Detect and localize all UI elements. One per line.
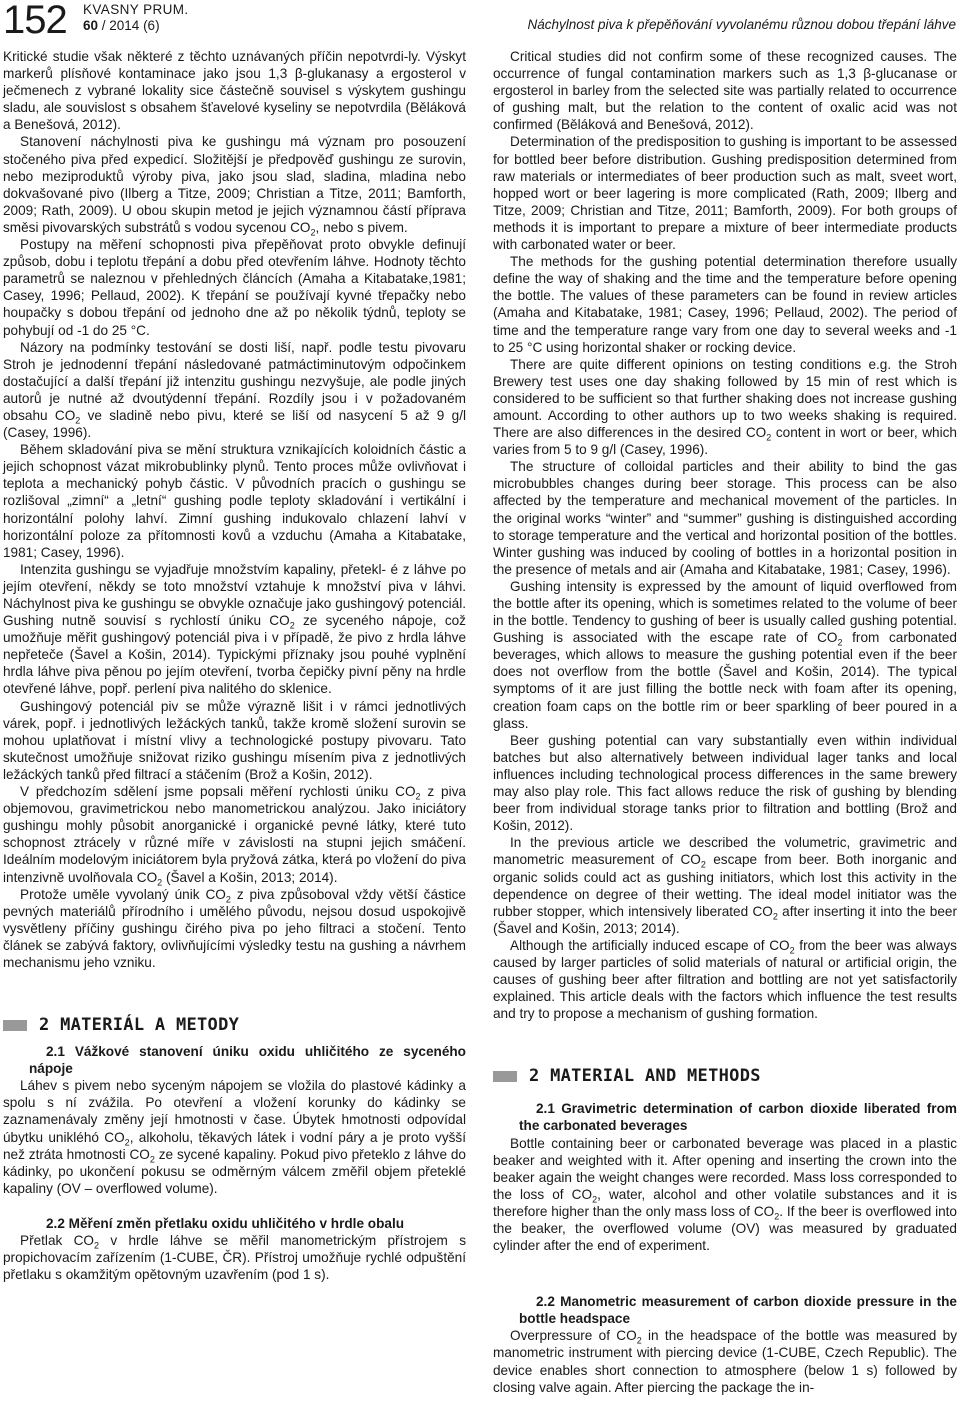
cz-paragraph-7: Gushingový potenciál piv se může výrazně lišit i v rámci jednotlivých várek, popř. i jednotlivých ležáckých tanků, takže kromě složení surovin se mohou uplatňovat i místní vlivy a technologické postupy pivovaru. Tato skutečnost umožňuje snižovat riziko gushingu mísením piva z jednotlivých ležáckých tanků před filtrací a stáčením (Brož a Košin, 2012). xyxy=(3,698,466,782)
en-subsection-2-1-text: Bottle containing beer or carbonated beverage was placed in a plastic beaker and weighted with it. After opening and inserting the crown into the beaker again the weight changes were recorded. Mass loss corresponded to the loss of $CO_2$, water, alcohol and other volatile substances and it is therefore higher than the only mass loss of $CO_2$. If the beer is overflowed into the beaker, the overflowed volume (OV) was measured by graduated cylinder after the end of experiment. xyxy=(493,1135,957,1254)
cz-subsection-2-2-title: 2.2 Měření změn přetlaku oxidu uhličitého v hrdle obalu xyxy=(46,1215,405,1231)
section-marker-bar xyxy=(3,1020,27,1031)
cz-paragraph-1: Kritické studie však některé z těchto uznávaných příčin nepotvrdi-ly. Výskyt markerů plísňové kontaminace jako jsou 1,3 β-glukanasy a ergosterol v ječmenech z vybrané lokality sice částečně souvisel s výskytem gushingu sladu, ale souvislost s obsahem šťavelové kyseliny se nepotvrdila (Běláková a Benešová, 2012). xyxy=(3,49,466,133)
en-paragraph-4: There are quite different opinions on testing conditions e.g. the Stroh Brewery test uses one day shaking followed by 15 min of rest which is considered to be sufficient so that further shaking does not increase gushing amount. According to other authors up to two weeks shaking is required. There are also differences in the desired $CO_2$ content in wort or beer, which varies from 5 to 9 g/l (Casey, 1996). xyxy=(493,356,957,458)
page-header xyxy=(0,0,960,44)
cz-paragraph-2: Stanovení náchylnosti piva ke gushingu má význam pro posouzení stočeného piva před expedicí. Složitější je předpověď gushingu ze surovin, nebo meziproduktů výroby piva, jako jsou slad, sladina, mladina nebo dokvašované pivo (Ilberg a Titze, 2009; Christian a Titze, 2011; Bamforth, 2009; Rath, 2009). U obou skupin metod je jejich významnou částí příprava směsi pivovarských substrátů s vodou sycenou $CO_2$, nebo s pivem. xyxy=(3,134,466,238)
section-marker-bar xyxy=(493,1071,517,1082)
cz-paragraph-3: Postupy na měření schopnosti piva přepěňovat proto obvykle definují způsob, dobu i teplotu třepání a dobu před otevřením láhve. Hodnoty těchto parametrů se naleznou v přehledných článcích (Amaha a Kitabatake,1981; Casey, 1996; Pellaud, 2002). K třepání se používají kyvné třepačky nebo houpačky s dobou třepání od jednoho dne až po několik týdnů, teploty se pohybují od -1 do 25 °C. xyxy=(3,237,466,338)
cz-paragraph-4: Názory na podmínky testování se dosti liší, např. podle testu pivovaru Stroh je jednodenní třepání následované patmáctiminutovým odpočinkem dostačující a další třepání již intenzitu gushingu nezvyšuje, ale podle jiných autorů je nutné až dvoutýdenní třepání. Rozdíly jsou i v požadovaném obsahu $CO_2$ ve sladině nebo pivu, které se liší od nasycení 5 až 9 g/l (Casey, 1996). xyxy=(3,339,466,441)
cz-paragraph-8: V předchozím sdělení jsme popsali měření rychlosti úniku $CO_2$ z piva objemovou, gravimetrickou nebo manometrickou analýzou. Jako iniciátory gushingu mohly působit anorganické i organické pevné látky, které tuto schopnost ztrácely v různé míře v závislosti na stupni jejich smáčení. Ideálním modelovým iniciátorem byla pryžová zátka, která po vložení do piva intenzivně uvolňovala $CO_2$ (Šavel a Košin, 2013; 2014). xyxy=(3,784,466,888)
cz-subsection-2-2-text: Přetlak $CO_2$ v hrdle láhve se měřil manometrickým přístrojem s propichovacím zařízením (1-CUBE, ČR). Přístroj umožňuje rychlé odpuštění přetlaku s okamžitým opětovným uzavřením (pod 1 s). xyxy=(3,1233,466,1283)
en-section-title: 2 MATERIAL AND METHODS xyxy=(529,1066,761,1087)
en-paragraph-1: Critical studies did not confirm some of these recognized causes. The occurrence of fungal contamination markers such as 1,3 β-glucanase or ergosterol in barley from the selected site was partially related to occurrence of gushing malt, but the relation to the content of oxalic acid was not confirmed (Běláková and Benešová, 2012). xyxy=(493,49,957,133)
cz-paragraph-9: Protože uměle vyvolaný únik $CO_2$ z piva způsoboval vždy větší částice pevných materiálů přírodního i umělého původu, nejsou dosud uspokojivě vysvětleny příčiny gushingu čirého piva po jeho filtraci a stočení. Tento článek se zabývá faktory, ovlivňujícími výsledky testu na gushing a návrhem mechanismu jeho vzniku. xyxy=(3,886,466,970)
en-subsection-2-1-title: 2.1 Gravimetric determination of carbon dioxide liberated from the carbonated beverages xyxy=(519,1101,957,1134)
en-section-heading xyxy=(493,1066,957,1086)
cz-paragraph-5: Během skladování piva se mění struktura vznikajících koloidních částic a jejich schopnost vázat mikrobublinky plynů. Tento proces může ovlivňovat i teplota a mechanický pohyb částic. V původních pracích o gushingu se rozlišoval „zimní“ a „letní“ gushing podle teploty skladování i vertikální i horizontální polohy lahví. Zimní gushing indukovalo chlazení lahví v horizontální poloze za přítomnosti kovů a vzduchu (Amaha a Kitabatake, 1981; Casey, 1996). xyxy=(3,442,466,560)
cz-subsection-2-1-title: 2.1 Vážkové stanovení úniku oxidu uhličitého ze syceného nápoje xyxy=(29,1044,466,1077)
column-english xyxy=(493,48,957,1396)
en-paragraph-5: The structure of colloidal particles and their ability to bind the gas microbubbles changes during beer storage. This process can be also affected by the temperature and mechanical movement of the particles. In the original works “winter” and “summer” gushing is distinguished according to storage temperature and the vertical and horizontal position of the bottles. Winter gushing was induced by cooling of bottles in a horizontal position in the presence of metals and air (Amaha and Kitabatake, 1981; Casey, 1996). xyxy=(493,459,957,577)
en-paragraph-2: Determination of the predisposition to gushing is important to be assessed for bottled beer before distribution. Gushing predisposition determined from raw materials or intermediates of beer production such as malt, sveet wort, hopped wort or beer lagering is more complicated (Rath, 2009; Ilberg and Titze, 2009; Christian and Titze, 2011; Bamforth, 2009). For both groups of methods it is important to prepare a mixture of beer intermediate products with carbonated water or beer. xyxy=(493,134,957,253)
en-paragraph-3: The methods for the gushing potential determination therefore usually define the way of shaking and the time and the temperature before opening the bottle. The values of these parameters can be found in review articles (Amaha and Kitabatake, 1981; Casey, 1996; Pellaud, 2002). The period of time and the temperature range vary from one day to several weeks and -1 to 25 °C using horizontal shaker or rocking device. xyxy=(493,254,957,355)
running-title: Náchylnost piva k přepěňování vyvolanému různou dobou třepání láhve xyxy=(527,17,956,32)
cz-section-heading xyxy=(3,1015,466,1035)
column-czech xyxy=(3,48,466,1283)
journal-year-issue: / 2014 (6) xyxy=(98,18,160,33)
en-subsection-2-2-title: 2.2 Manometric measurement of carbon dioxide pressure in the bottle headspace xyxy=(519,1294,957,1327)
page-number: 152 xyxy=(3,0,67,42)
journal-name: KVASNY PRUM. xyxy=(83,2,189,17)
en-paragraph-8: In the previous article we described the volumetric, gravimetric and manometric measurement of $CO_2$ escape from beer. Both inorganic and organic solids could act as gushing initiators, which lost this activity in the dependence on degree of their wetting. The ideal model initiator was the rubber stopper, which intensively liberated $CO_2$ after inserting it into the beer (Šavel and Košin, 2013; 2014). xyxy=(493,835,957,936)
journal-volume: 60 xyxy=(83,18,99,33)
cz-paragraph-6: Intenzita gushingu se vyjadřuje množstvím kapaliny, přetekl- é z láhve po jejím otevření, někdy se toto množství vztahuje k množství piva v láhvi. Náchylnost piva ke gushingu se obvykle označuje jako gushingový potenciál. Gushing nutně souvisí s rychlostí úniku $CO_2$ ze syceného nápoje, což umožňuje měřit gushingový potenciál piva i v případě, že pivo z hrdla láhve nepřeteče (Šavel a Košin, 2014). Typickými příznaky jsou pouhé vyplnění hrdla láhve piva pěnou po jejím otevření, tvorba čepičky pivní pěny na hrdle otevřené láhve, popř. perlení piva nalitého do sklenice. xyxy=(3,561,466,697)
en-paragraph-6: Gushing intensity is expressed by the amount of liquid overflowed from the bottle after its opening, which is sometimes related to the volume of beer in the bottle. Tendency to gushing of beer is usually called gushing potential. Gushing is associated with the escape rate of $CO_2$ from carbonated beverages, which allows to measure the gushing potential even if the beer does not overflow from the bottle (Šavel and Košin, 2014). The typical symptoms of it are just filling the bottle neck with foam after its opening, creation foam caps on the bottle rim or beer sparkling of beer poured in a glass. xyxy=(493,578,957,731)
cz-subsection-2-1-text: Láhev s pivem nebo syceným nápojem se vložila do plastové kádinky a spolu s ní zvážila. Po otevření a vložení korunky do kádinky se zaznamenávaly změny její hmotnosti v čase. Úbytek hmotnosti odpovídal úbytku unikléhó $CO_2$, alkoholu, těkavých látek i vodní páry a je proto vyšší než ztráta hmotnosti $CO_2$ ze sycené kapaliny. Pokud pivo přeteklo z láhve do kádinky, po ukončení pokusu se odměrným válcem změřil objem přeteklé kapaliny (OV – overflowed volume). xyxy=(3,1078,466,1196)
en-paragraph-7: Beer gushing potential can vary substantially even within individual batches but also alternatively between individual lager tanks and local influences including technological process differences in the same brewery may also play role. This fact allows reduce the risk of gushing by blending beer from individual storage tanks prior to filtration and bottling (Brož and Košin, 2012). xyxy=(493,732,957,834)
journal-info xyxy=(83,2,189,34)
en-subsection-2-2-text: Overpressure of $CO_2$ in the headspace of the bottle was measured by manometric instrument with piercing device (1-CUBE, Czech Republic). The device enables short connection to atmosphere (below 1 s) followed by closing valve again. After piercing the package the in- xyxy=(493,1328,957,1395)
en-paragraph-9: Although the artificially induced escape of $CO_2$ from the beer was always caused by larger particles of solid materials of natural or artificial origin, the causes of gushing beer after filtration and bottling are not yet satisfactorily explained. This article deals with the factors which influence the test results and try to propose a mechanism of gushing formation. xyxy=(493,937,957,1022)
cz-section-title: 2 MATERIÁL A METODY xyxy=(39,1015,240,1036)
